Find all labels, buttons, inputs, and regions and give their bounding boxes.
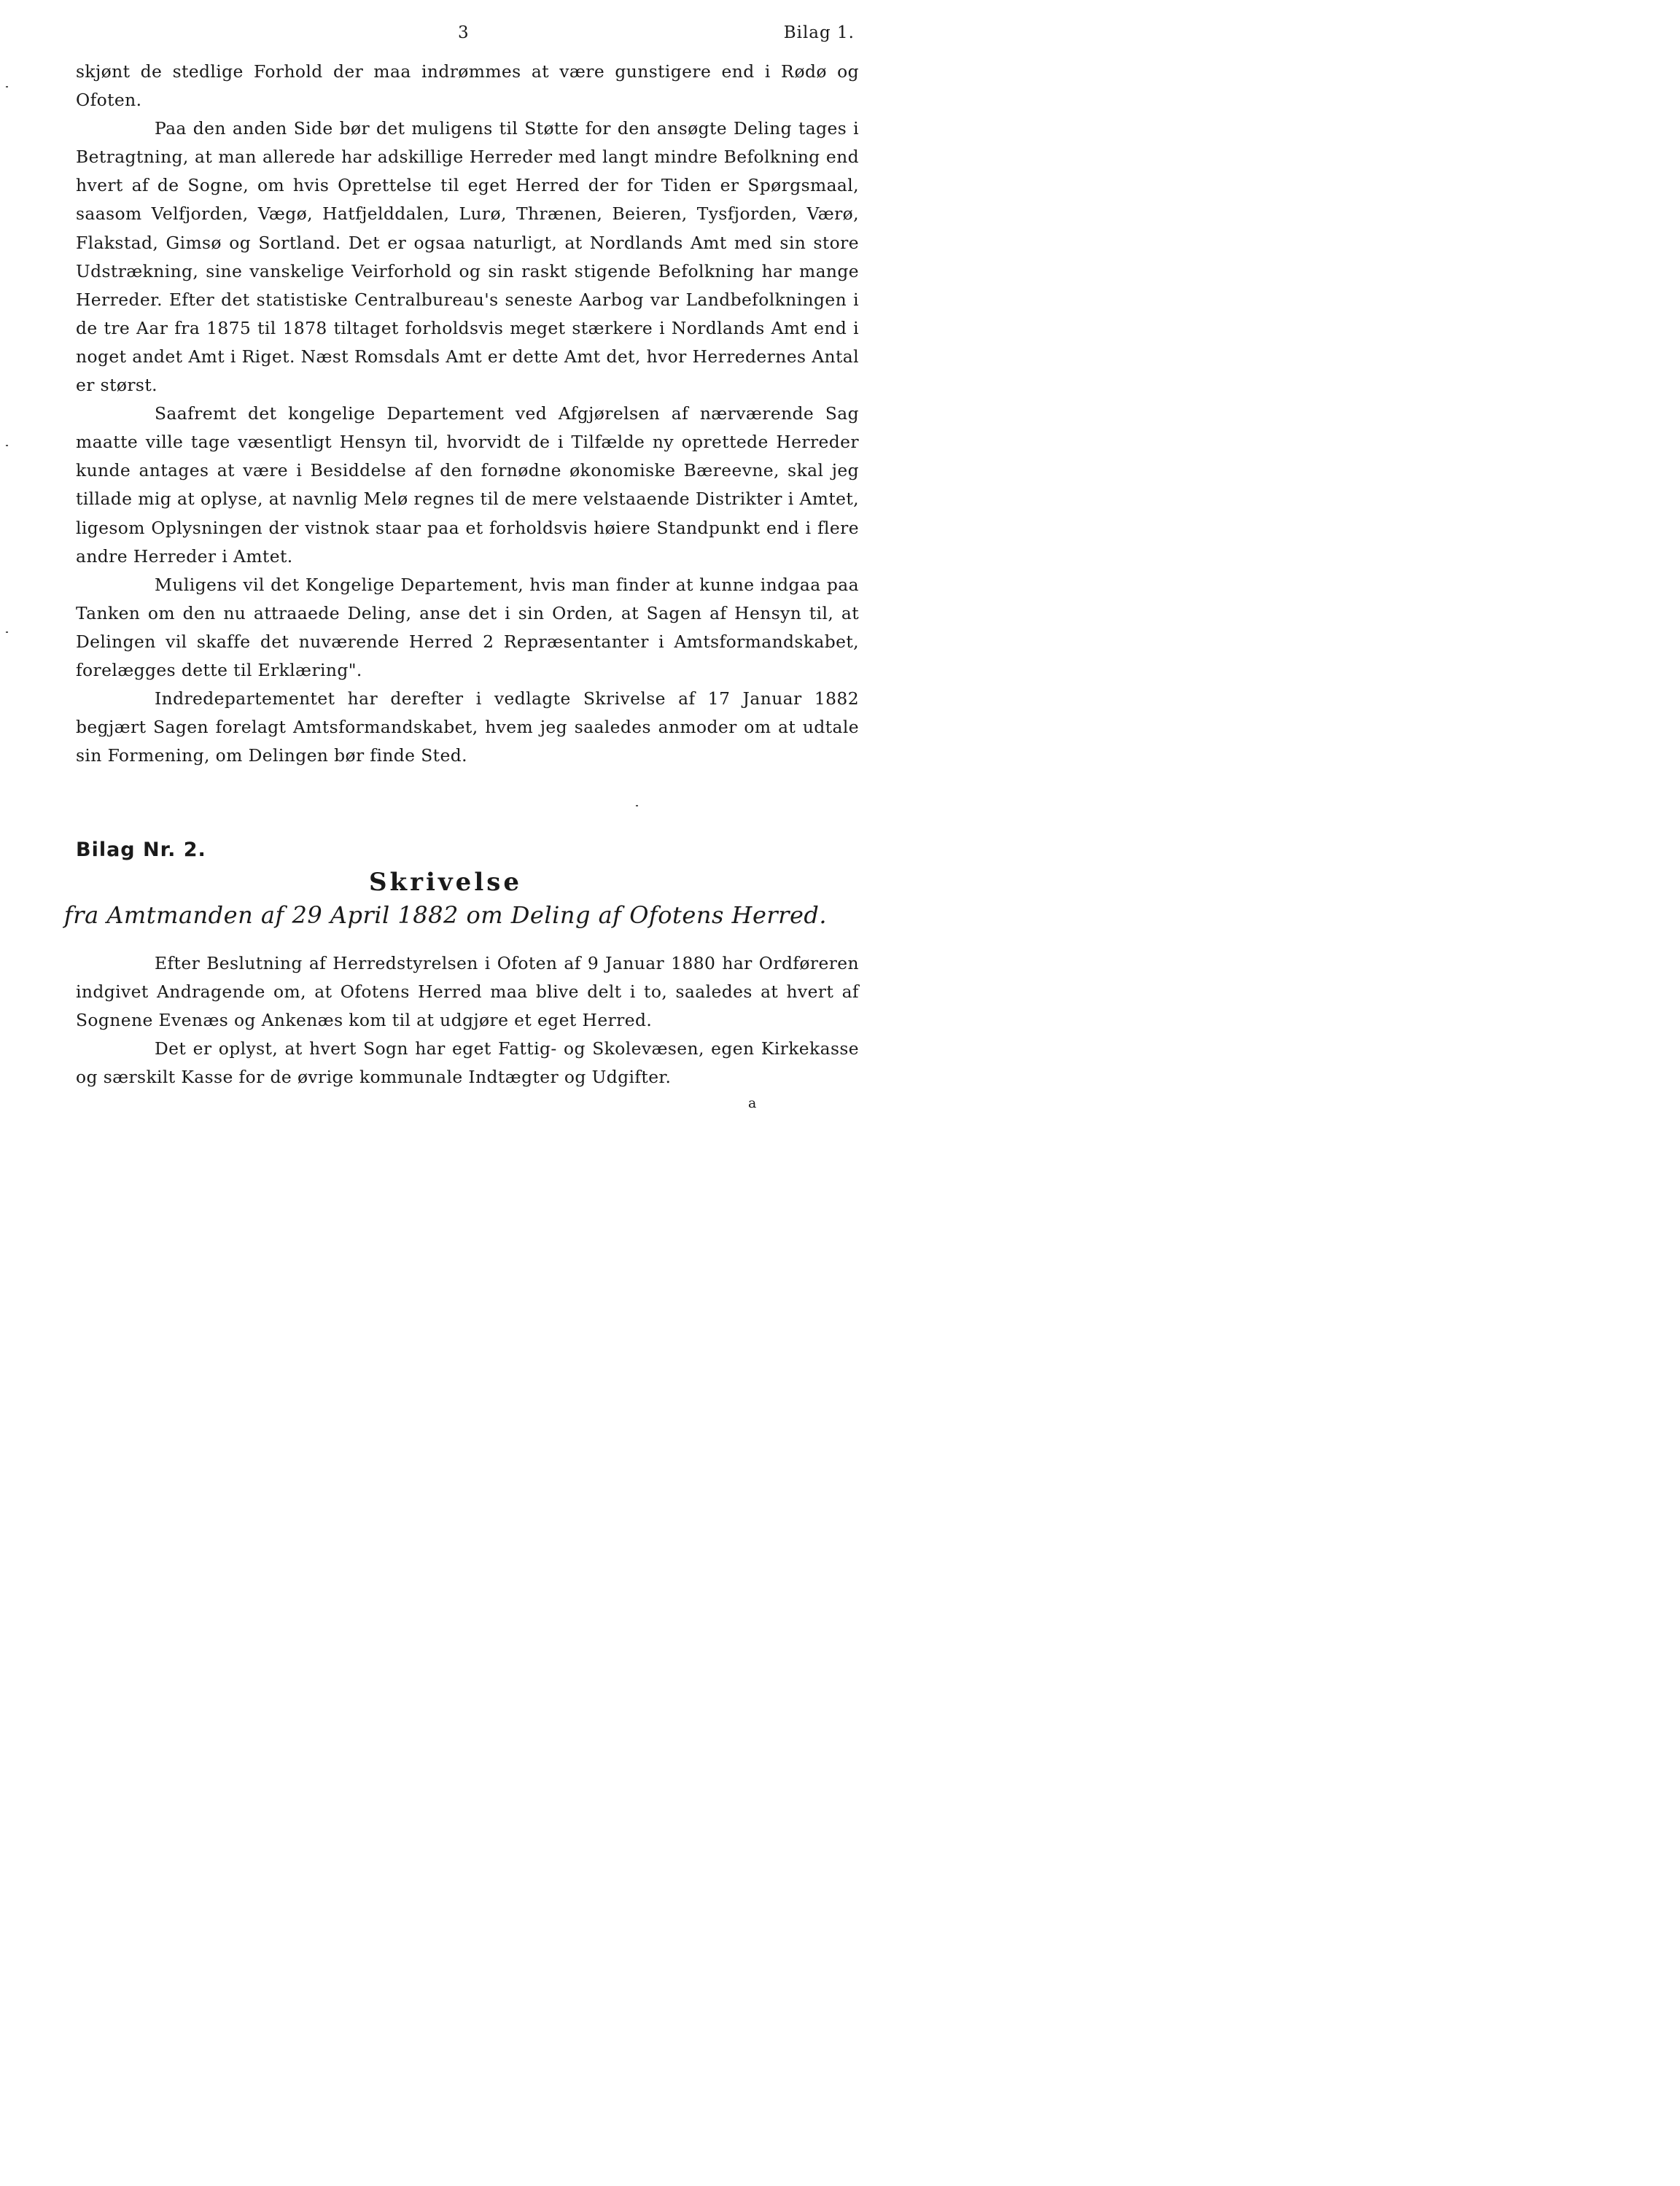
paragraph: Indredepartementet har derefter i vedlagte Skrivelse af 17 Januar 1882 begjært Sagen forelagt Amtsformandskabet, hvem jeg saaledes anmoder om at udtale sin Formening, om Delingen bør finde Sted. (76, 688, 859, 766)
paragraph: Efter Beslutning af Herredstyrelsen i Ofoten af 9 Januar 1880 har Ordføreren indgivet Andragende om, at Ofotens Herred maa blive delt i to, saaledes at hvert af Sognene Evenæs og Ankenæs kom til at udgjøre et eget Herred. (76, 953, 859, 1031)
paragraph: skjønt de stedlige Forhold der maa indrømmes at være gunstigere end i Rødø og Ofoten. (76, 61, 859, 111)
scan-speck (6, 86, 8, 87)
scan-speck (6, 445, 8, 446)
paragraph: Saafremt det kongelige Departement ved Afgjørelsen af nærværende Sag maatte ville tage væsentligt Hensyn til, hvorvidt de i Tilfælde ny oprettede Herreder kunde antages at være i Besiddelse af den fornødne økonomiske Bæreevne, skal jeg tillade mig at oplyse, at navnlig Melø regnes til de mere velstaaende Distrikter i Amtet, ligesom Oplysningen der vistnok staar paa et forholdsvis høiere Standpunkt end i flere andre Herreder i Amtet. (76, 403, 859, 567)
paragraph: Paa den anden Side bør det muligens til Støtte for den ansøgte Deling tages i Betragtning, at man allerede har adskillige Herreder med langt mindre Befolkning end hvert af de Sogne, om hvis Oprettelse til eget Herred der for Tiden er Spørgsmaal, saasom Velfjorden, Vægø, Hatfjelddalen, Lurø, Thrænen, Beieren, Tysfjorden, Værø, Flakstad, Gimsø og Sortland. Det er ogsaa naturligt, at Nordlands Amt med sin store Udstrækning, sine vanskelige Veirforhold og sin raskt stigende Befolkning har mange Herreder. Efter det statistiske Centralbureau's seneste Aarbog var Landbefolkningen i de tre Aar fra 1875 til 1878 tiltaget forholdsvis meget stærkere i Nordlands Amt end i noget andet Amt i Riget. Næst Romsdals Amt er dette Amt det, hvor Herredernes Antal er størst. (76, 118, 859, 396)
signature-mark: a (748, 1095, 757, 1111)
appendix-label: Bilag 1. (783, 23, 855, 42)
scan-speck (636, 805, 638, 806)
scan-speck (6, 631, 8, 633)
paragraph: Det er oplyst, at hvert Sogn har eget Fattig- og Skolevæsen, egen Kirkekasse og særskilt Kasse for de øvrige kommunale Indtægter og Udgifter. (76, 1038, 859, 1088)
section-heading: Bilag Nr. 2. (76, 839, 206, 861)
appendix-one-text (76, 58, 859, 770)
document-subtitle: fra Amtmanden af 29 April 1882 om Deling af Ofotens Herred. (63, 901, 828, 929)
document-title: Skrivelse (368, 868, 523, 897)
page-header (0, 23, 891, 47)
paragraph: Muligens vil det Kongelige Departement, hvis man finder at kunne indgaa paa Tanken om den nu attraaede Deling, anse det i sin Orden, at Sagen af Hensyn til, at Delingen vil skaffe det nuværende Herred 2 Repræsentanter i Amtsformandskabet, forelægges dette til Erklæring". (76, 574, 859, 680)
appendix-two-text (76, 949, 859, 1092)
page-number: 3 (458, 23, 469, 42)
document-page (0, 0, 891, 1143)
